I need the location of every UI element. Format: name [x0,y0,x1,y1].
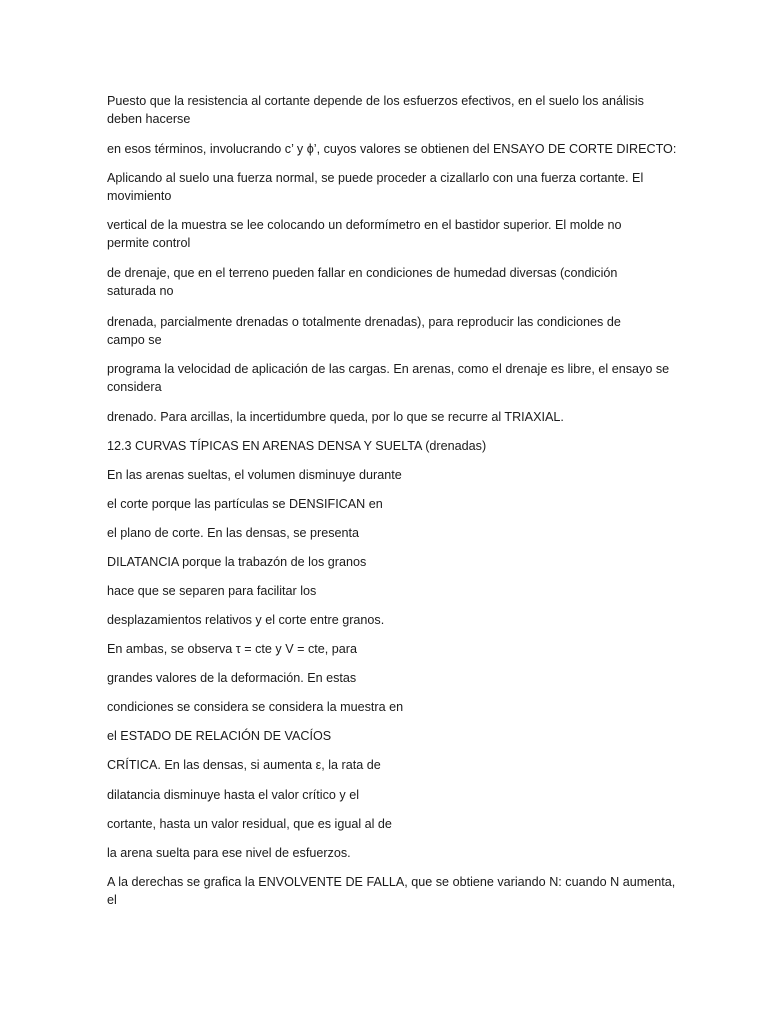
text-line: En las arenas sueltas, el volumen disminuye durante [107,468,402,482]
text-line: deben hacerse [107,112,191,126]
paragraph [107,169,667,205]
text-line: en esos términos, involucrando c’ y ϕ’, cuyos valores se obtienen del ENSAYO DE CORTE DIRECTO: [107,142,677,156]
text-line: Aplicando al suelo una fuerza normal, se puede proceder a cizallarlo con una fuerza cortante. El [107,171,644,185]
paragraph [107,611,667,629]
text-line: programa la velocidad de aplicación de las cargas. En arenas, como el drenaje es libre, el ensayo se [107,362,670,376]
text-line: saturada no [107,284,174,298]
paragraph [107,495,667,513]
text-line: dilatancia disminuye hasta el valor crítico y el [107,788,359,802]
paragraph [107,844,667,862]
text-line: la arena suelta para ese nivel de esfuerzos. [107,846,351,860]
paragraph [107,873,676,909]
text-line: campo se [107,333,162,347]
section-heading [107,437,667,455]
text-line: Puesto que la resistencia al cortante depende de los esfuerzos efectivos, en el suelo los análisis [107,94,644,108]
text-line: de drenaje, que en el terreno pueden fallar en condiciones de humedad diversas (condición [107,266,618,280]
text-line: DILATANCIA porque la trabazón de los granos [107,555,367,569]
paragraph [107,727,667,745]
paragraph [107,140,677,158]
text-line: movimiento [107,189,172,203]
text-line: el [107,893,117,907]
paragraph [107,313,667,349]
text-line: condiciones se considera se considera la muestra en [107,700,404,714]
text-line: permite control [107,236,191,250]
text-line: drenado. Para arcillas, la incertidumbre queda, por lo que se recurre al TRIAXIAL. [107,410,564,424]
paragraph [107,553,667,571]
text-line: hace que se separen para facilitar los [107,584,317,598]
text-line: vertical de la muestra se lee colocando un deformímetro en el bastidor superior. El molde no [107,218,622,232]
text-line: A la derechas se grafica la ENVOLVENTE DE FALLA, que se obtiene variando N: cuando N aumenta, [107,875,676,889]
paragraph [107,786,667,804]
paragraph [107,216,667,252]
text-line: CRÍTICA. En las densas, si aumenta ε, la rata de [107,758,381,772]
text-line: el plano de corte. En las densas, se presenta [107,526,360,540]
paragraph [107,582,667,600]
paragraph [107,756,667,774]
paragraph [107,524,667,542]
text-line: desplazamientos relativos y el corte entre granos. [107,613,385,627]
text-line: 12.3 CURVAS TÍPICAS EN ARENAS DENSA Y SUELTA (drenadas) [107,439,487,453]
text-line: En ambas, se observa τ = cte y V = cte, para [107,642,357,656]
text-line: el corte porque las partículas se DENSIFICAN en [107,497,383,511]
paragraph [107,640,667,658]
paragraph [107,92,667,128]
text-line: cortante, hasta un valor residual, que es igual al de [107,817,392,831]
paragraph [107,669,667,687]
paragraph [107,698,667,716]
paragraph [107,815,667,833]
text-line: considera [107,380,162,394]
paragraph [107,360,670,396]
paragraph [107,408,667,426]
text-line: grandes valores de la deformación. En estas [107,671,357,685]
text-line: drenada, parcialmente drenadas o totalmente drenadas), para reproducir las condiciones de [107,315,621,329]
paragraph [107,264,667,300]
paragraph [107,466,667,484]
text-line: el ESTADO DE RELACIÓN DE VACÍOS [107,729,332,743]
